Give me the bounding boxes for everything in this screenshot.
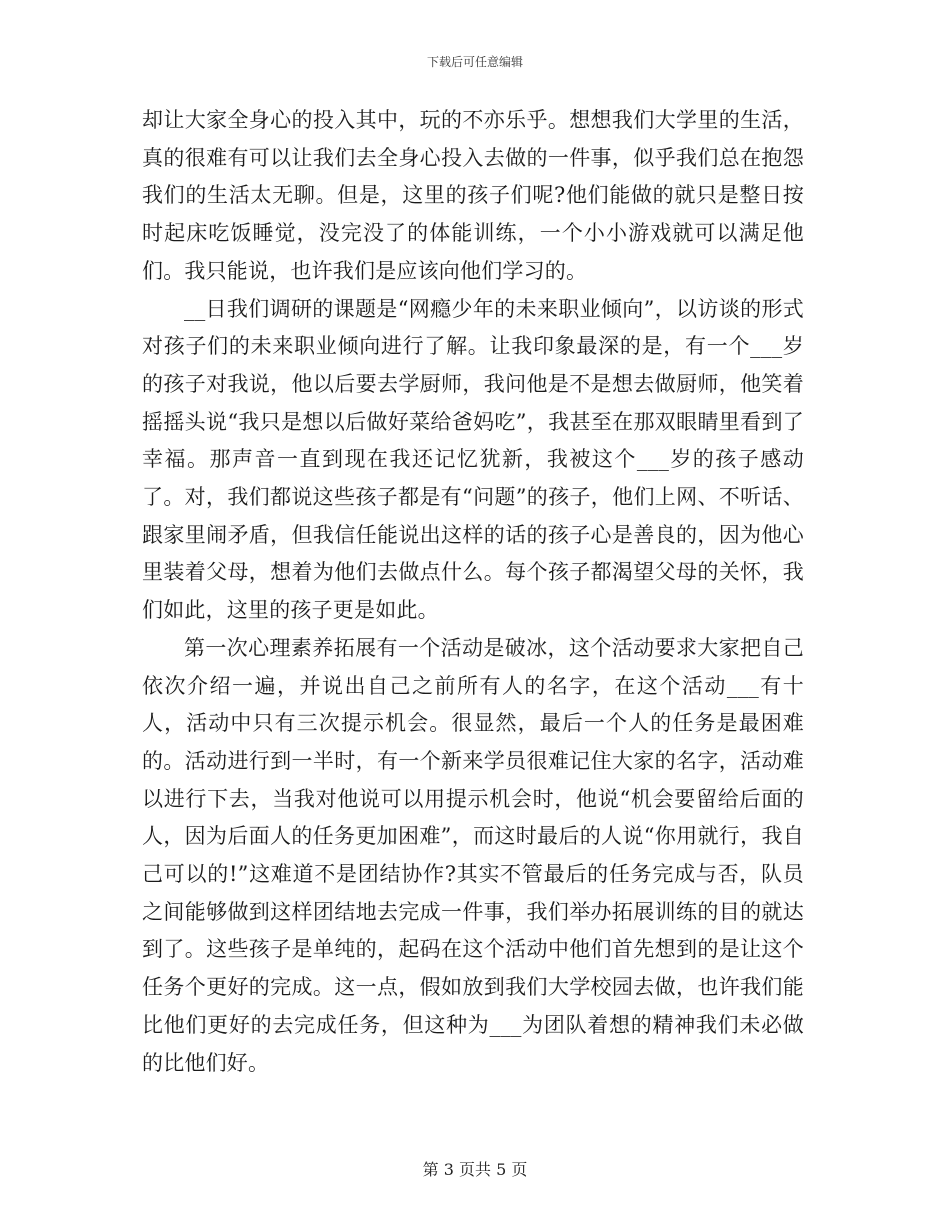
paragraph-1: 却让大家全身心的投入其中，玩的不亦乐乎。想想我们大学里的生活，真的很难有可以让我们去全身心投入去做的一件事，似乎我们总在抱怨我们的生活太无聊。但是，这里的孩子们呢?他们能做的就只是整日按时起床吃饭睡觉，没完没了的体能训练，一个小小游戏就可以满足他们。我只能说，也许我们是应该向他们学习的。	[142, 108, 804, 283]
document-body	[142, 102, 804, 1082]
paragraph-3: 第一次心理素养拓展有一个活动是破冰，这个活动要求大家把自己依次介绍一遍，并说出自己之前所有人的名字，在这个活动___有十人，活动中只有三次提示机会。很显然，最后一个人的任务是最困难的。活动进行到一半时，有一个新来学员很难记住大家的名字，活动难以进行下去，当我对他说可以用提示机会时，他说“机会要留给后面的人，因为后面人的任务更加困难”，而这时最后的人说“你用就行，我自己可以的!”这难道不是团结协作?其实不管最后的任务完成与否，队员之间能够做到这样团结地去完成一件事，我们举办拓展训练的目的就达到了。这些孩子是单纯的，起码在这个活动中他们首先想到的是让这个任务个更好的完成。这一点，假如放到我们大学校园去做，也许我们能比他们更好的去完成任务，但这种为___为团队着想的精神我们未必做的比他们好。	[142, 635, 804, 1075]
paragraph-2: __日我们调研的课题是“网瘾少年的未来职业倾向”，以访谈的形式对孩子们的未来职业倾向进行了解。让我印象最深的是，有一个___岁的孩子对我说，他以后要去学厨师，我问他是不是想去做厨师，他笑着摇摇头说“我只是想以后做好菜给爸妈吃”，我甚至在那双眼睛里看到了幸福。那声音一直到现在我还记忆犹新，我被这个___岁的孩子感动了。对，我们都说这些孩子都是有“问题”的孩子，他们上网、不听话、跟家里闹矛盾，但我信任能说出这样的话的孩子心是善良的，因为他心里装着父母，想着为他们去做点什么。每个孩子都渴望父母的关怀，我们如此，这里的孩子更是如此。	[142, 296, 804, 623]
page-footer: 第 3 页共 5 页	[422, 1160, 528, 1179]
page-header: 下载后可任意编辑	[426, 55, 523, 69]
